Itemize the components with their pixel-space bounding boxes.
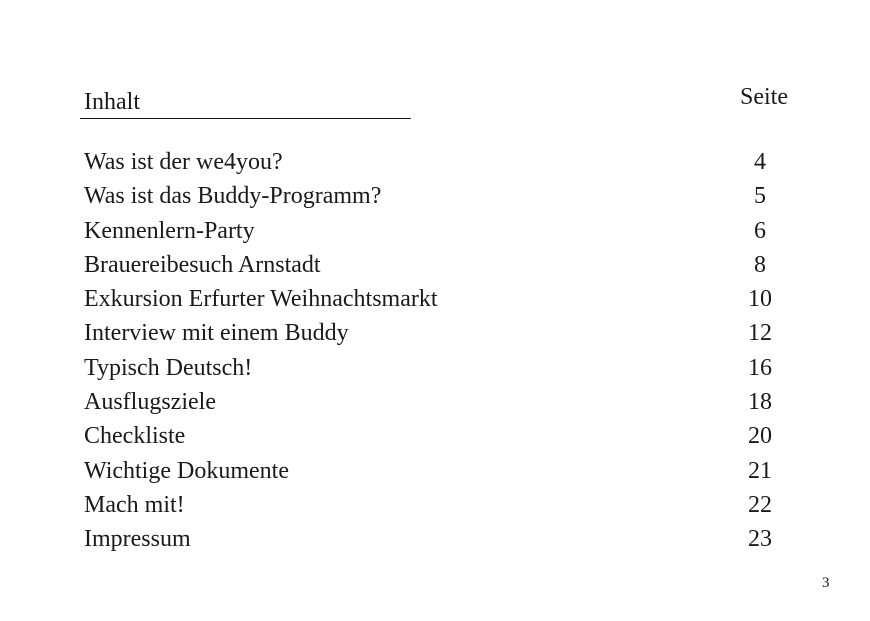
toc-entry[interactable]: [84, 147, 804, 181]
toc-entry-title: Impressum: [84, 526, 191, 553]
toc-entry-page: 12: [748, 320, 772, 347]
toc-entry-page: 21: [748, 457, 772, 484]
toc-entry-title: Brauereibesuch Arnstadt: [84, 251, 321, 278]
toc-entry-page: 8: [754, 251, 766, 278]
toc-entry[interactable]: [84, 421, 804, 455]
toc-entry[interactable]: [84, 490, 804, 524]
toc-entry-page: 18: [748, 389, 772, 416]
toc-entry-title: Wichtige Dokumente: [84, 457, 289, 484]
toc-entry-title: Was ist das Buddy-Programm?: [84, 183, 382, 210]
toc-entry-page: 5: [754, 183, 766, 210]
toc-entry[interactable]: [84, 387, 804, 421]
toc-entry[interactable]: [84, 524, 804, 558]
toc-entry-title: Kennenlern-Party: [84, 217, 255, 244]
toc-list: [84, 147, 804, 559]
toc-entry-title: Typisch Deutsch!: [84, 354, 253, 381]
toc-entry-page: 10: [748, 286, 772, 313]
toc-entry[interactable]: [84, 456, 804, 490]
toc-entry-title: Mach mit!: [84, 491, 185, 518]
toc-entry-page: 20: [748, 423, 772, 450]
toc-entry-title: Was ist der we4you?: [84, 149, 283, 175]
page-number: 3: [822, 575, 830, 591]
heading-underline: [80, 118, 411, 119]
toc-entry[interactable]: [84, 353, 804, 387]
toc-entry[interactable]: [84, 216, 804, 250]
toc-entry[interactable]: [84, 250, 804, 284]
toc-entry-page: 22: [748, 491, 772, 518]
toc-entry[interactable]: [84, 284, 804, 318]
toc-entry-page: 6: [754, 217, 766, 244]
toc-entry[interactable]: [84, 318, 804, 352]
toc-entry-title: Ausflugsziele: [84, 389, 216, 416]
toc-entry-page: 23: [748, 526, 772, 553]
toc-entry-title: Interview mit einem Buddy: [84, 320, 349, 347]
page-column-heading: Seite: [740, 84, 788, 110]
toc-entry[interactable]: [84, 181, 804, 215]
toc-entry-title: Exkursion Erfurter Weihnachtsmarkt: [84, 286, 438, 313]
toc-entry-page: 16: [748, 354, 772, 381]
toc-heading: Inhalt: [84, 89, 140, 115]
toc-entry-title: Checkliste: [84, 423, 186, 450]
toc-entry-page: 4: [754, 149, 766, 175]
